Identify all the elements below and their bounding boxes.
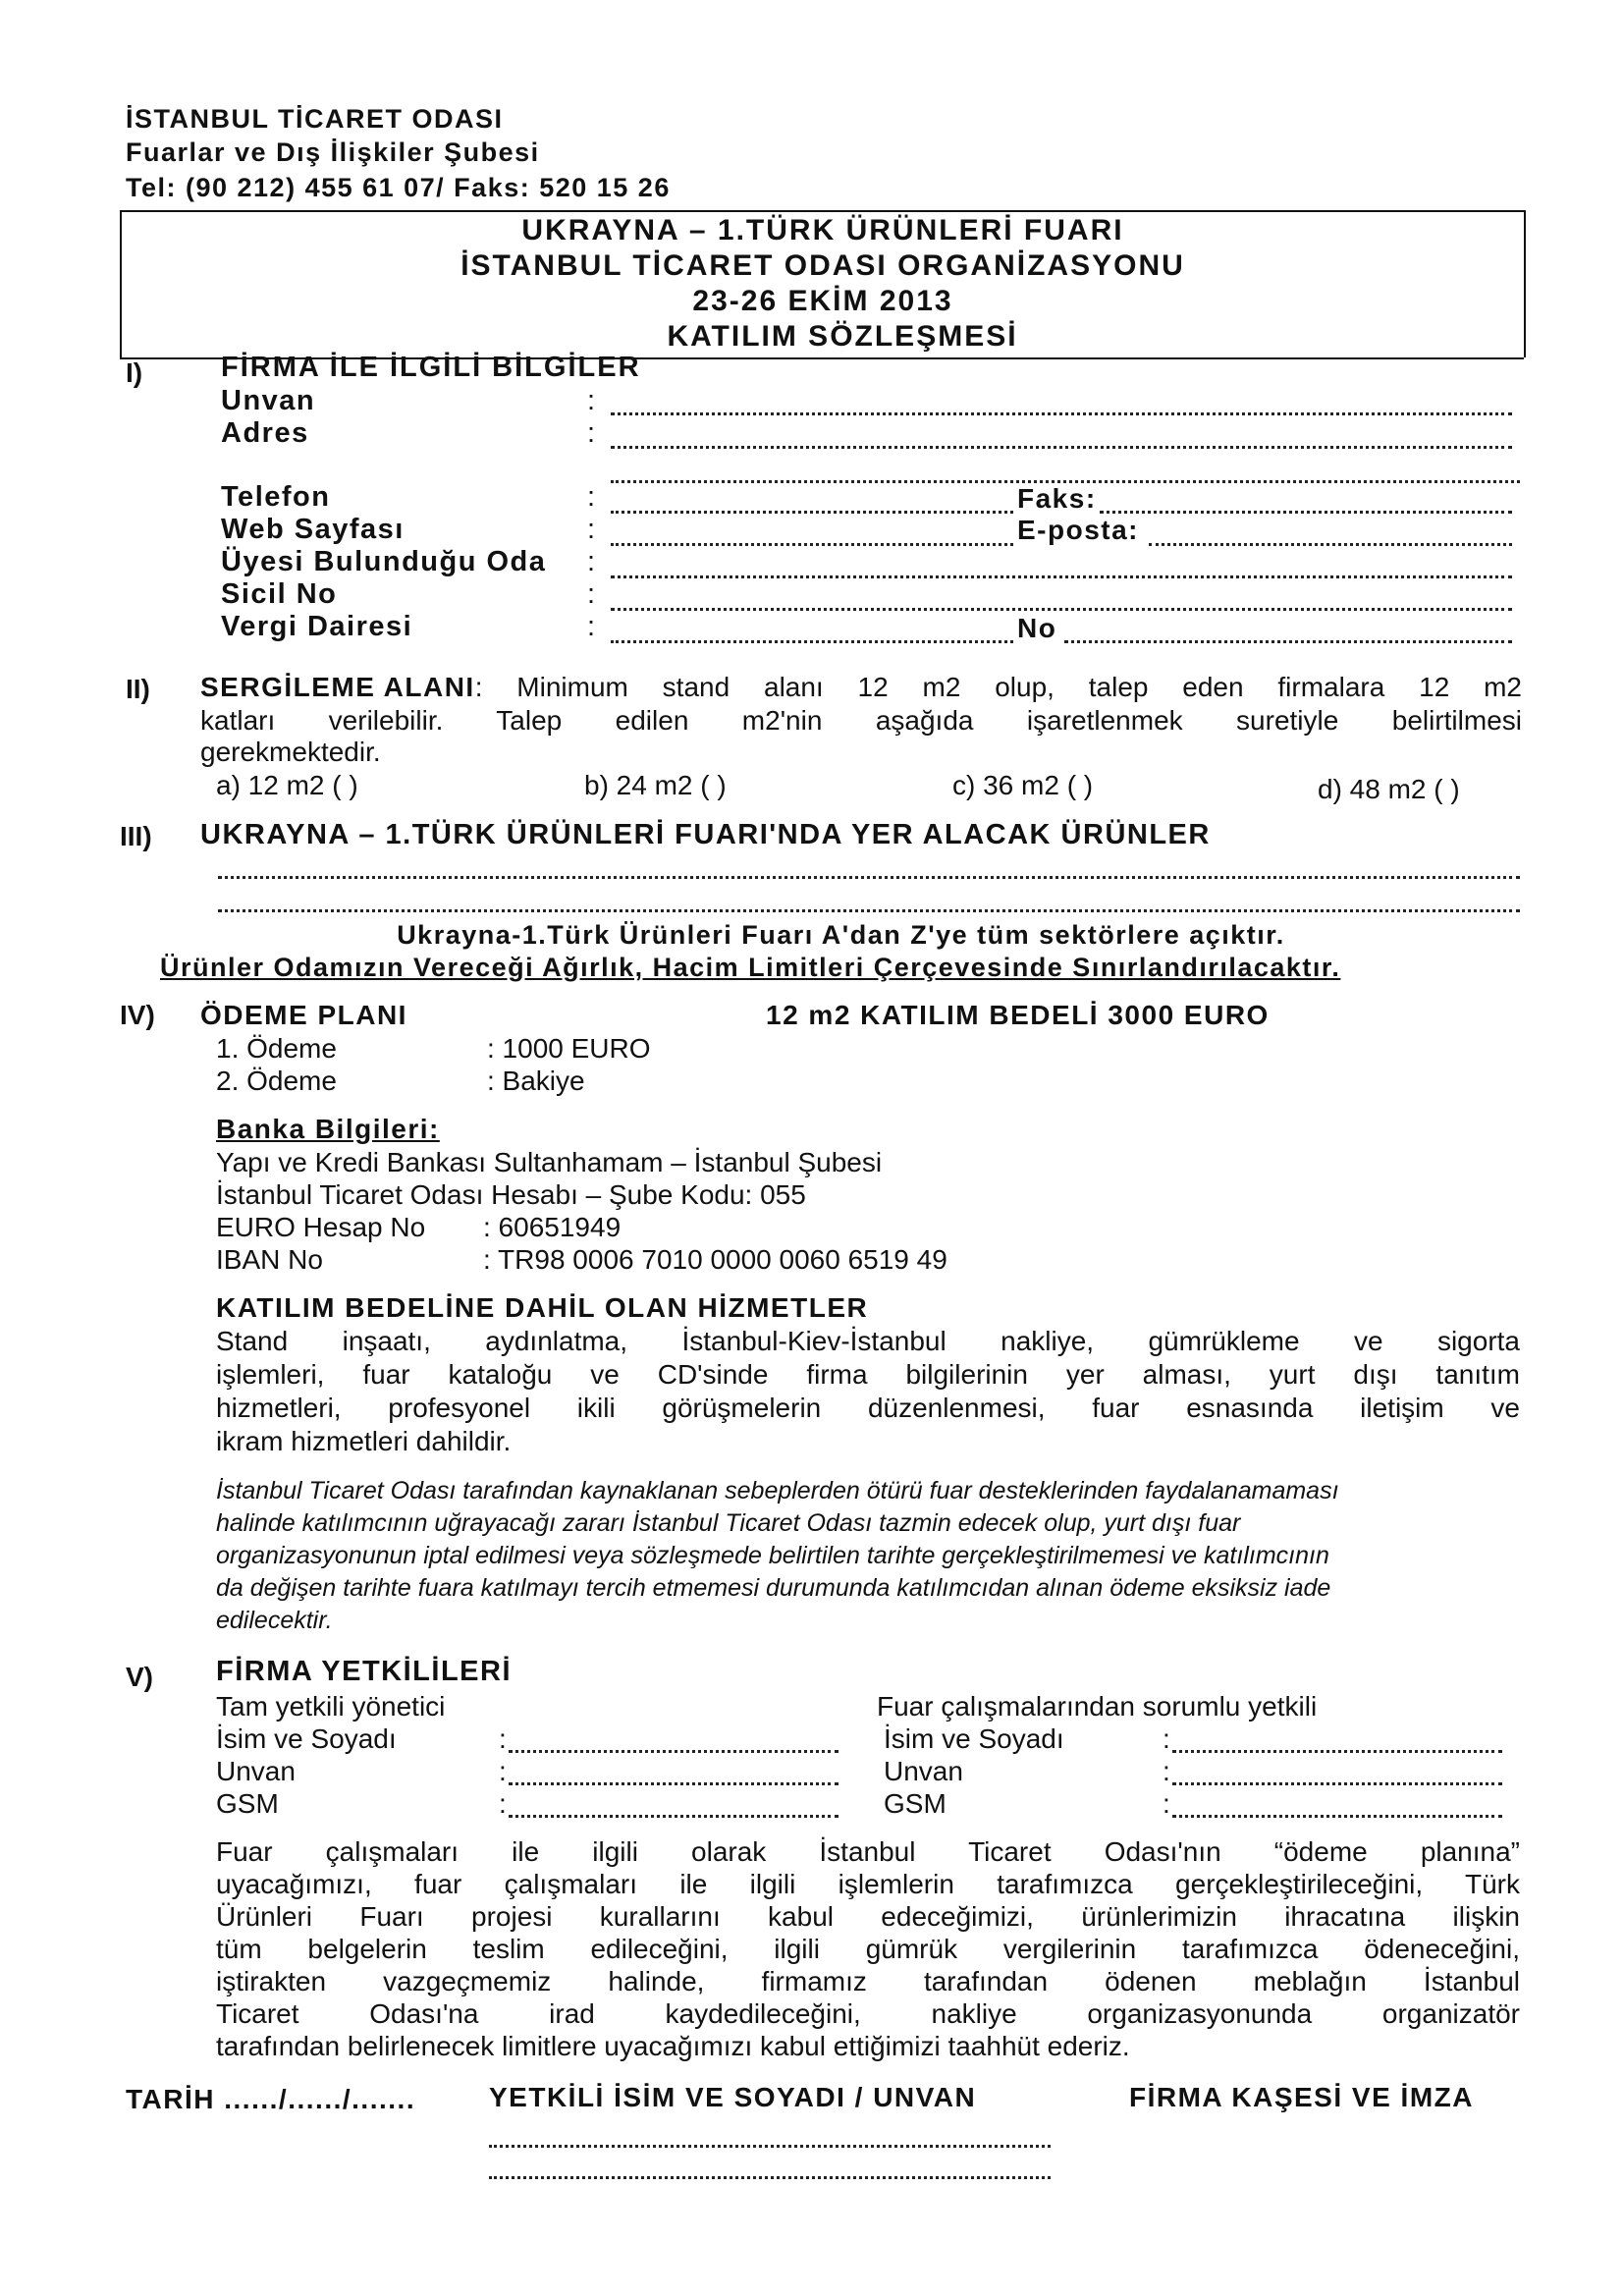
bank-heading: Banka Bilgileri:	[216, 1114, 440, 1144]
stamp-label: FİRMA KAŞESİ VE İMZA	[1129, 2082, 1474, 2112]
title-box	[120, 210, 1526, 357]
products-input-2[interactable]	[218, 909, 1520, 912]
section3-note-2: Ürünler Odamızın Vereceği Ağırlık, Hacim Limitleri Çerçevesinde Sınırlandırılacaktır.	[160, 953, 1341, 982]
right-name-colon: :	[1163, 1723, 1170, 1754]
right-gsm-colon: :	[1163, 1788, 1170, 1819]
title-line-3: 23-26 EKİM 2013	[692, 285, 953, 317]
section1-number: I)	[126, 357, 143, 388]
field-web-input[interactable]	[611, 543, 1013, 546]
signer-label: YETKİLİ İSİM VE SOYADI / UNVAN	[489, 2082, 977, 2112]
section2-number: II)	[126, 674, 150, 704]
services-line-2: işlemleri, fuar kataloğu ve CD'sinde firma bilgilerinin yer alması, yurt dışı tanıtım	[216, 1359, 1520, 1390]
section2-line-1: : Minimum stand alanı 12 m2 olup, talep eden firmalara 12 m2	[474, 672, 1522, 702]
option-12m2[interactable]: a) 12 m2 ( )	[216, 770, 358, 800]
field-oda-label: Üyesi Bulunduğu Oda	[221, 546, 547, 577]
bank-line-2: İstanbul Ticaret Odası Hesabı – Şube Kodu: 055	[216, 1179, 806, 1210]
pledge-line-5: iştirakten vazgeçmemiz halinde, firmamız tarafından ödenen meblağın İstanbul	[216, 1966, 1520, 1996]
left-name-label: İsim ve Soyadı	[216, 1723, 397, 1754]
section3-note-1: Ukrayna-1.Türk Ürünleri Fuarı A'dan Z'ye tüm sektörlere açıktır.	[397, 920, 1285, 950]
field-no-label: No	[1017, 613, 1057, 643]
left-signatory-title: Tam yetkili yönetici	[216, 1691, 446, 1722]
services-line-1: Stand inşaatı, aydınlatma, İstanbul-Kiev-İstanbul nakliye, gümrükleme ve sigorta	[216, 1326, 1520, 1356]
option-24m2[interactable]: b) 24 m2 ( )	[584, 770, 727, 800]
left-name-input[interactable]	[509, 1750, 839, 1753]
products-input-1[interactable]	[218, 876, 1520, 879]
section2-line-3: gerekmektedir.	[200, 737, 381, 767]
field-faks-input[interactable]	[1100, 511, 1512, 514]
refund-line-4: da değişen tarihte fuara katılmayı tercih etmemesi durumunda katılımcıdan alınan ödeme eksiksiz iade	[216, 1574, 1331, 1602]
payment-2-label: 2. Ödeme	[216, 1066, 337, 1096]
field-eposta-label: E-posta:	[1017, 515, 1139, 545]
field-oda-input[interactable]	[611, 575, 1512, 578]
services-line-4: ikram hizmetleri dahildir.	[216, 1426, 512, 1456]
section2-line-2: katları verilebilir. Talep edilen m2'nin aşağıda işaretlenmek suretiyle belirtilmesi	[200, 705, 1522, 736]
signer-title-input[interactable]	[489, 2176, 1051, 2179]
field-adres-input-1[interactable]	[611, 446, 1512, 449]
iban-label: IBAN No	[216, 1244, 323, 1275]
left-gsm-colon: :	[499, 1788, 507, 1819]
field-telefon-input[interactable]	[611, 511, 1013, 514]
pledge-line-2: uyacağımızı, fuar çalışmaları ile ilgili işlemlerin tarafımızca gerçekleştirileceğini, Türk	[216, 1869, 1520, 1899]
signer-name-input[interactable]	[489, 2145, 1051, 2148]
field-web-label: Web Sayfası	[221, 514, 405, 545]
right-title-label: Unvan	[884, 1756, 963, 1786]
right-gsm-label: GSM	[884, 1788, 947, 1819]
org-name: İSTANBUL TİCARET ODASI	[126, 104, 504, 134]
bank-line-1: Yapı ve Kredi Bankası Sultanhamam – İstanbul Şubesi	[216, 1147, 883, 1177]
option-36m2[interactable]: c) 36 m2 ( )	[952, 770, 1094, 800]
section4-heading: ÖDEME PLANI	[200, 1000, 407, 1030]
left-title-colon: :	[499, 1756, 507, 1786]
field-vergi-input[interactable]	[611, 640, 1013, 643]
right-title-colon: :	[1163, 1756, 1170, 1786]
field-unvan-colon: :	[587, 385, 596, 416]
date-field[interactable]: TARİH ....../....../.......	[126, 2084, 416, 2114]
field-unvan-input[interactable]	[611, 412, 1512, 415]
euro-account-value: : 60651949	[483, 1212, 622, 1242]
section5-number: V)	[126, 1662, 153, 1692]
section2-heading: SERGİLEME ALANI	[200, 672, 475, 702]
right-title-input[interactable]	[1172, 1782, 1502, 1785]
refund-line-1: İstanbul Ticaret Odası tarafından kaynaklanan sebeplerden ötürü fuar desteklerinden faydalanamaması	[216, 1477, 1339, 1504]
right-name-input[interactable]	[1172, 1750, 1502, 1753]
pledge-line-4: tüm belgelerin teslim edileceğini, ilgili gümrük vergilerinin tarafımızca ödeneceğini,	[216, 1934, 1520, 1964]
payment-1-value: : 1000 EURO	[487, 1033, 651, 1064]
title-line-1: UKRAYNA – 1.TÜRK ÜRÜNLERİ FUARI	[521, 214, 1124, 246]
org-branch: Fuarlar ve Dış İlişkiler Şubesi	[126, 137, 540, 167]
section3-number: III)	[120, 821, 152, 851]
refund-line-2: halinde katılımcının uğrayacağı zararı İstanbul Ticaret Odası tazmin edecek olup, yurt dışı fuar	[216, 1509, 1241, 1537]
right-gsm-input[interactable]	[1172, 1815, 1502, 1818]
section1-heading: FİRMA İLE İLGİLİ BİLGİLER	[221, 352, 641, 383]
field-adres-label: Adres	[221, 417, 309, 449]
field-web-colon: :	[587, 514, 596, 545]
field-sicil-colon: :	[587, 578, 596, 610]
pledge-line-6: Ticaret Odası'na irad kaydedileceğini, nakliye organizasyonunda organizatör	[216, 1998, 1520, 2029]
field-adres-colon: :	[587, 417, 596, 449]
pledge-line-3: Ürünleri Fuarı projesi kurallarını kabul edeceğimizi, ürünlerimizin ihracatına ilişkin	[216, 1901, 1520, 1932]
pledge-line-1: Fuar çalışmaları ile ilgili olarak İstanbul Ticaret Odası'nın “ödeme planına”	[216, 1836, 1520, 1867]
field-no-input[interactable]	[1064, 640, 1512, 643]
section3-heading: UKRAYNA – 1.TÜRK ÜRÜNLERİ FUARI'NDA YER ALACAK ÜRÜNLER	[200, 819, 1211, 850]
field-oda-colon: :	[587, 546, 596, 577]
left-gsm-input[interactable]	[509, 1815, 839, 1818]
section4-number: IV)	[120, 1000, 155, 1030]
payment-1-label: 1. Ödeme	[216, 1033, 337, 1064]
org-contact: Tel: (90 212) 455 61 07/ Faks: 520 15 26	[126, 173, 671, 202]
field-faks-label: Faks:	[1017, 483, 1097, 514]
field-sicil-input[interactable]	[611, 608, 1512, 611]
field-vergi-colon: :	[587, 611, 596, 642]
field-vergi-label: Vergi Dairesi	[221, 611, 413, 642]
participation-fee: 12 m2 KATILIM BEDELİ 3000 EURO	[766, 1000, 1270, 1030]
euro-account-label: EURO Hesap No	[216, 1212, 426, 1242]
field-unvan-label: Unvan	[221, 385, 316, 416]
section5-heading: FİRMA YETKİLİLERİ	[216, 1656, 512, 1687]
left-gsm-label: GSM	[216, 1788, 279, 1819]
option-48m2[interactable]: d) 48 m2 ( )	[1318, 774, 1460, 804]
pledge-line-7: tarafından belirlenecek limitlere uyacağımızı kabul ettiğimizi taahhüt ederiz.	[216, 2031, 1130, 2061]
field-telefon-label: Telefon	[221, 481, 331, 513]
left-title-label: Unvan	[216, 1756, 296, 1786]
payment-2-value: : Bakiye	[487, 1066, 585, 1096]
left-title-input[interactable]	[509, 1782, 839, 1785]
section2-line-1-wrap	[200, 672, 1522, 703]
field-sicil-label: Sicil No	[221, 578, 338, 610]
field-eposta-input[interactable]	[1149, 543, 1512, 546]
title-line-2: İSTANBUL TİCARET ODASI ORGANİZASYONU	[460, 249, 1185, 282]
services-heading: KATILIM BEDELİNE DAHİL OLAN HİZMETLER	[216, 1292, 869, 1323]
services-line-3: hizmetleri, profesyonel ikili görüşmelerin düzenlenmesi, fuar esnasında iletişim ve	[216, 1393, 1520, 1423]
field-telefon-colon: :	[587, 481, 596, 513]
right-signatory-title: Fuar çalışmalarından sorumlu yetkili	[877, 1691, 1318, 1722]
refund-line-5: edilecektir.	[216, 1607, 333, 1634]
title-line-4: KATILIM SÖZLEŞMESİ	[667, 320, 1018, 353]
iban-value: : TR98 0006 7010 0000 0060 6519 49	[483, 1244, 947, 1275]
refund-line-3: organizasyonunun iptal edilmesi veya sözleşmede belirtilen tarihte gerçekleştirilmemesi ve katılımcının	[216, 1542, 1329, 1569]
right-name-label: İsim ve Soyadı	[884, 1723, 1064, 1754]
left-name-colon: :	[499, 1723, 507, 1754]
